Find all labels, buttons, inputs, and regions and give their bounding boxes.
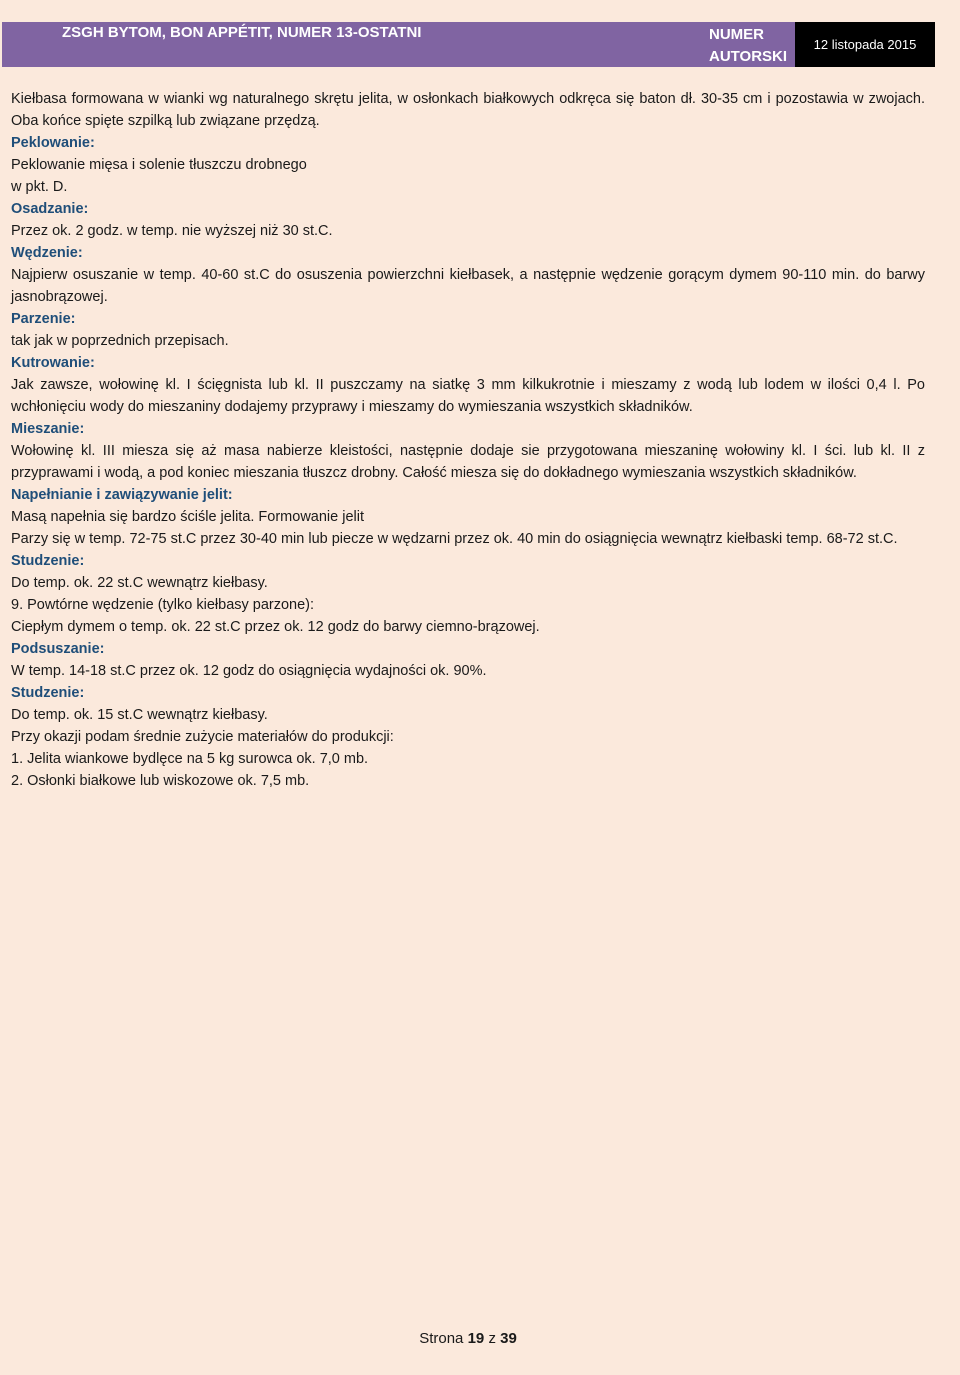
section-heading: Parzenie: xyxy=(11,311,76,327)
paragraph: W temp. 14-18 st.C przez ok. 12 godz do osiągnięcia wydajności ok. 90%. xyxy=(11,663,487,679)
paragraph: Wołowinę kl. III miesza się aż masa nabierze kleistości, następnie dodaje sie przygotowana mieszaninę wołowiny kl. I ści. lub kl. II z przyprawami i wodą, a pod koniec mieszania tłuszcz drobny. Całość miesza się do dokładnego wymieszania wszystkich składników. xyxy=(11,443,925,481)
section-heading: Podsuszanie: xyxy=(11,641,105,657)
article-body xyxy=(11,88,925,792)
section-heading: Mieszanie: xyxy=(11,421,85,437)
section-heading: Osadzanie: xyxy=(11,201,89,217)
paragraph: Do temp. ok. 22 st.C wewnątrz kiełbasy. xyxy=(11,575,268,591)
header-title: ZSGH BYTOM, BON APPÉTIT, NUMER 13-OSTATNI xyxy=(62,24,422,41)
paragraph: w pkt. D. xyxy=(11,179,68,195)
page-header xyxy=(2,22,935,67)
header-label: NUMER AUTORSKI xyxy=(709,26,788,65)
paragraph: Przy okazji podam średnie zużycie materiałów do produkcji: xyxy=(11,729,394,745)
section-heading: Peklowanie: xyxy=(11,135,95,151)
paragraph: Masą napełnia się bardzo ściśle jelita. Formowanie jelit xyxy=(11,509,364,525)
paragraph: Do temp. ok. 15 st.C wewnątrz kiełbasy. xyxy=(11,707,268,723)
paragraph: Jak zawsze, wołowinę kl. I ścięgnista lub kl. II puszczamy na siatkę 3 mm kilkukrotnie i mieszamy z wodą lub lodem w ilości 0,4 l. Po wchłonięciu wody do mieszaniny dodajemy przyprawy i mieszamy do wymieszania wszystkich składników. xyxy=(11,377,925,415)
paragraph: 1. Jelita wiankowe bydlęce na 5 kg surowca ok. 7,0 mb. xyxy=(11,751,369,767)
paragraph: Najpierw osuszanie w temp. 40-60 st.C do osuszenia powierzchni kiełbasek, a następnie wędzenie gorącym dymem 90-110 min. do barwy jasnobrązowej. xyxy=(11,267,925,305)
page-footer xyxy=(0,1330,936,1347)
footer-separator: z xyxy=(488,1330,496,1347)
paragraph: 2. Osłonki białkowe lub wiskozowe ok. 7,5 mb. xyxy=(11,773,310,789)
paragraph: Ciepłym dymem o temp. ok. 22 st.C przez ok. 12 godz do barwy ciemno-brązowej. xyxy=(11,619,540,635)
paragraph: 9. Powtórne wędzenie (tylko kiełbasy parzone): xyxy=(11,597,315,613)
section-heading: Wędzenie: xyxy=(11,245,83,261)
paragraph: tak jak w poprzednich przepisach. xyxy=(11,333,229,349)
section-heading: Studzenie: xyxy=(11,685,85,701)
paragraph: Przez ok. 2 godz. w temp. nie wyższej niż 30 st.C. xyxy=(11,223,333,239)
header-title-bar xyxy=(2,22,795,67)
section-heading: Kutrowanie: xyxy=(11,355,95,371)
paragraph: Peklowanie mięsa i solenie tłuszczu drobnego xyxy=(11,157,307,173)
footer-current-page: 19 xyxy=(467,1330,485,1347)
paragraph: Kiełbasa formowana w wianki wg naturalnego skrętu jelita, w osłonkach białkowych odkręca się baton dł. 30-35 cm i pozostawia w zwojach. Oba końce spięte szpilką lub związane przędzą. xyxy=(11,91,925,129)
footer-total-pages: 39 xyxy=(500,1330,517,1347)
header-date: 12 listopada 2015 xyxy=(795,22,935,67)
section-heading: Napełnianie i zawiązywanie jelit: xyxy=(11,487,233,503)
paragraph: Parzy się w temp. 72-75 st.C przez 30-40 min lub piecze w wędzarni przez ok. 40 min do osiągnięcia wewnątrz kiełbaski temp. 68-72 st.C. xyxy=(11,531,898,547)
footer-prefix: Strona xyxy=(419,1330,464,1347)
section-heading: Studzenie: xyxy=(11,553,85,569)
